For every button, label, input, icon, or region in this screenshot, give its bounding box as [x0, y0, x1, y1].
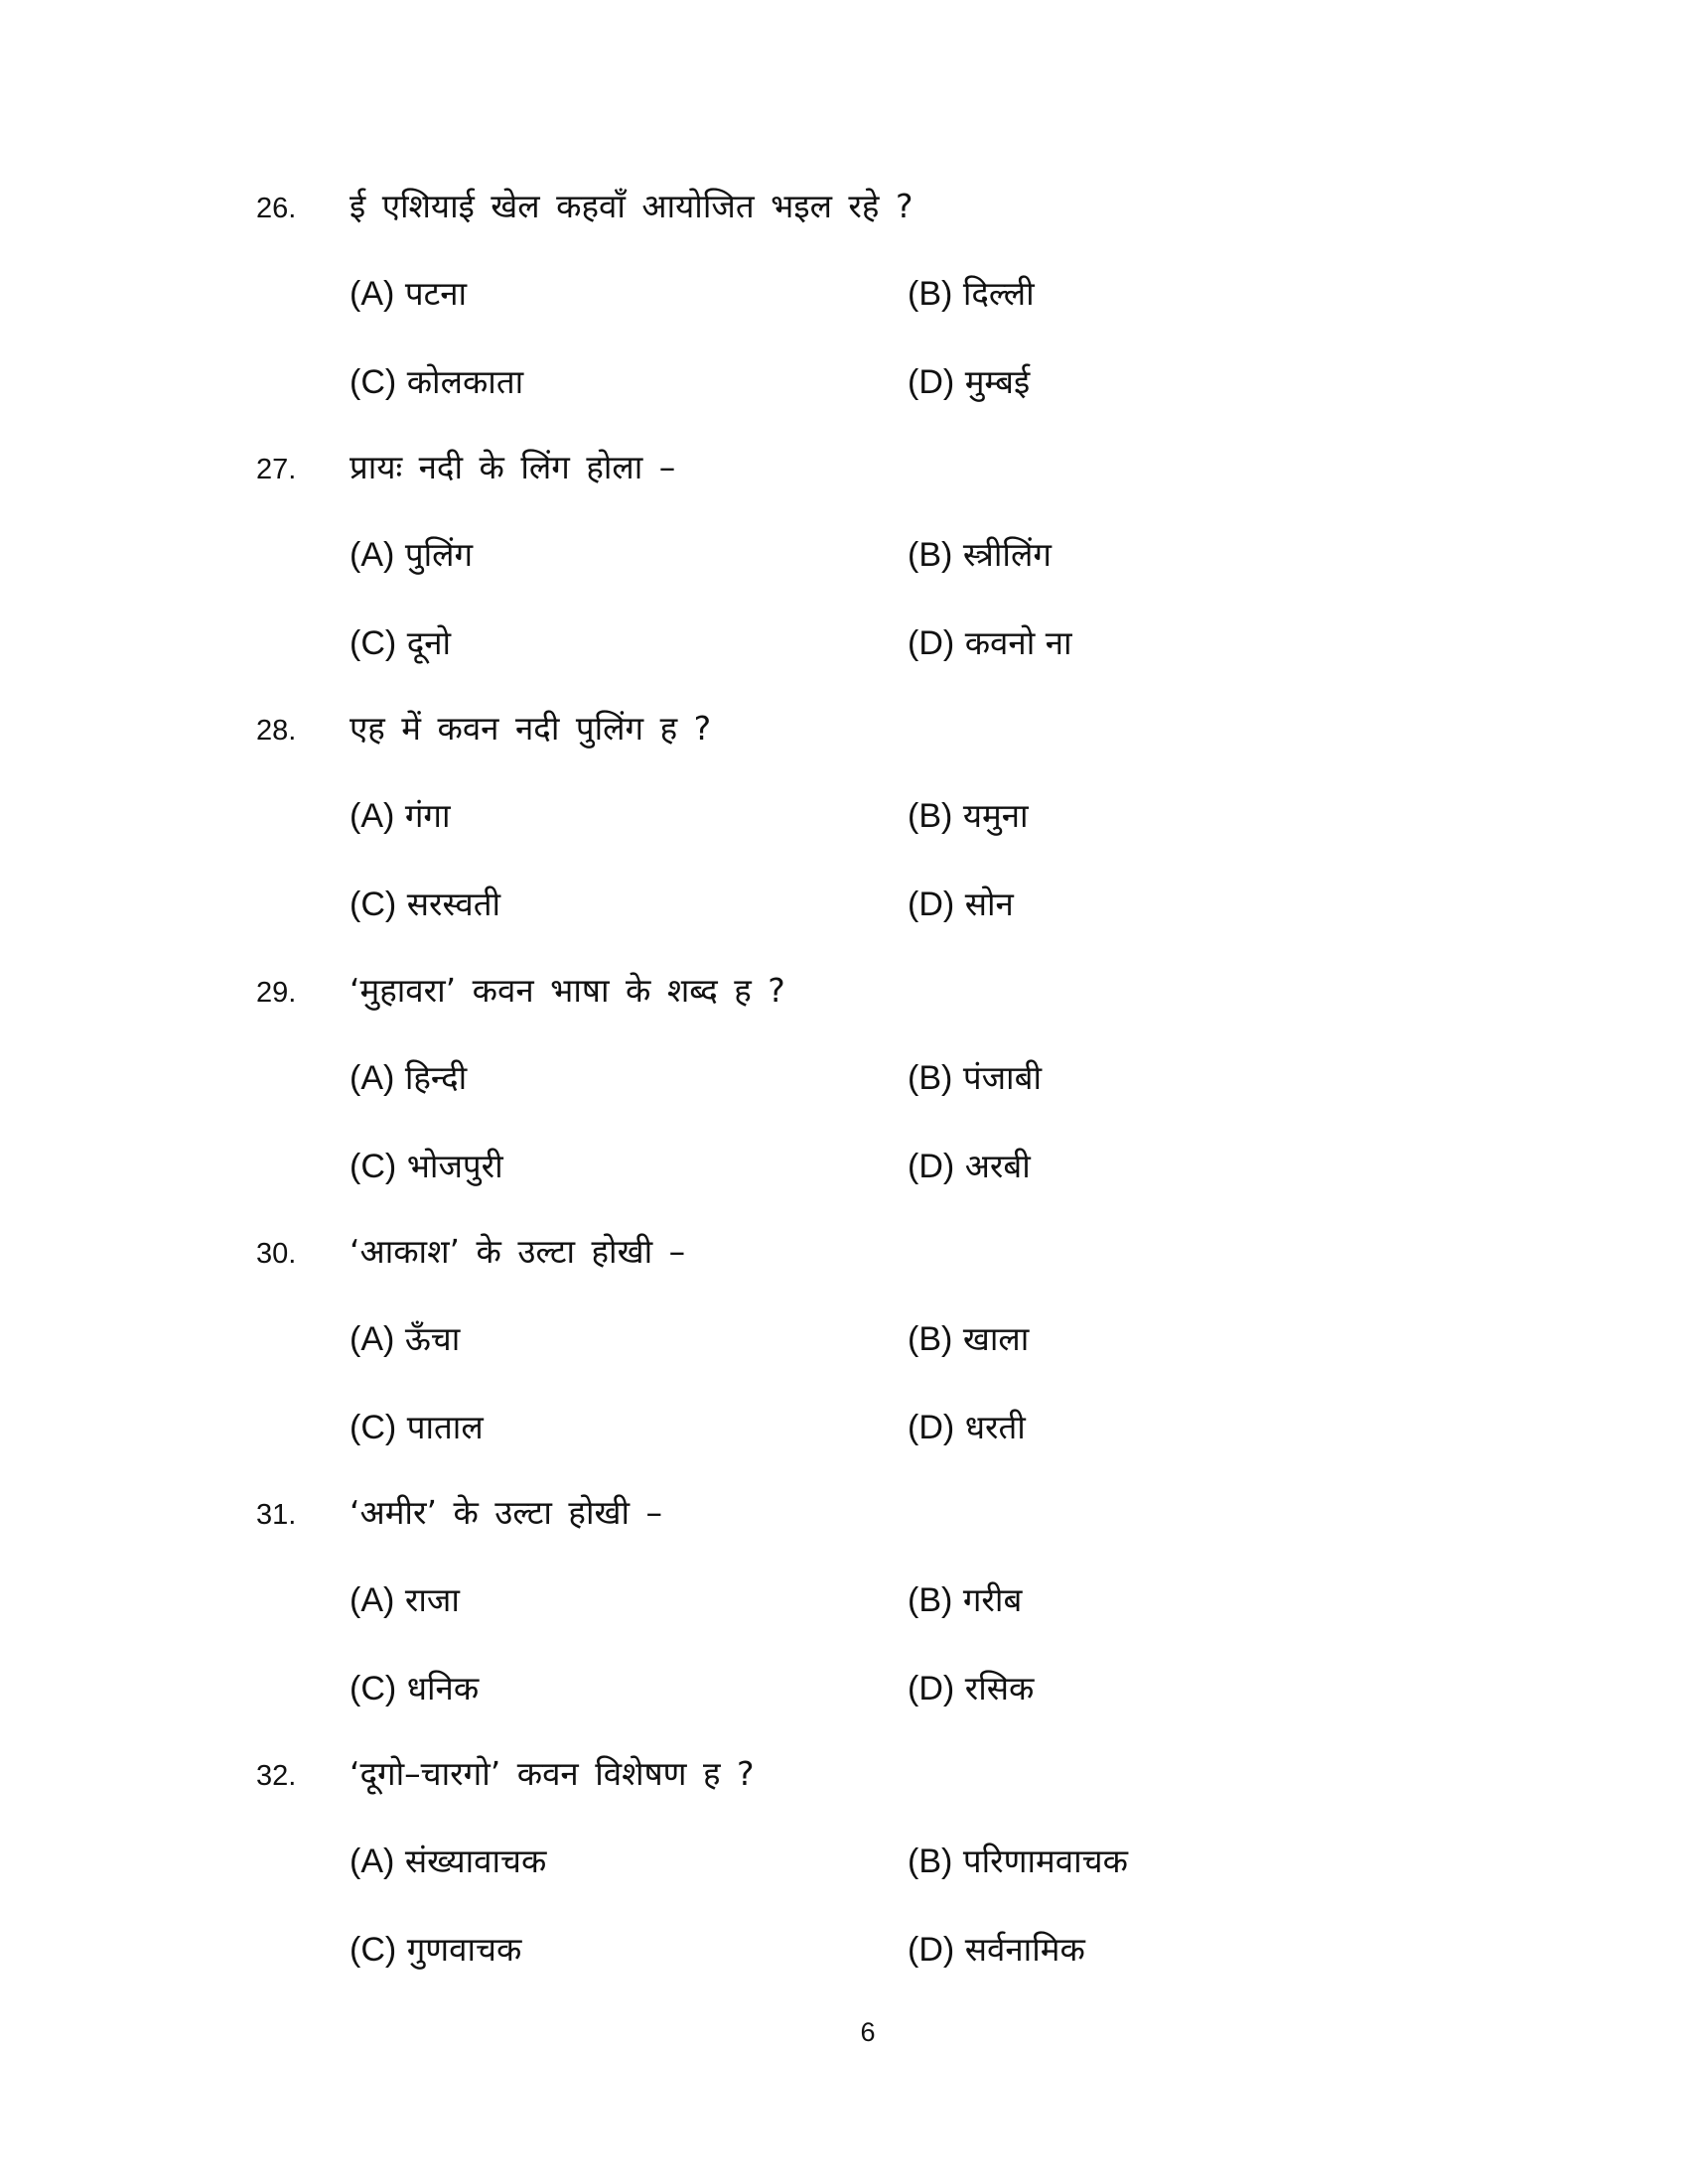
option-text: सोन: [964, 885, 1014, 923]
option-b: [908, 533, 1052, 577]
option-text: पुलिंग: [404, 535, 474, 574]
option-letter: (C): [350, 624, 397, 662]
option-letter: (B): [908, 1843, 953, 1880]
question-text: प्रायः नदी के लिंग होला –: [350, 448, 676, 486]
option-letter: (B): [908, 275, 953, 313]
option-b: [908, 1578, 1022, 1622]
option-letter: (B): [908, 797, 953, 835]
option-c: [350, 1145, 503, 1188]
option-b: [908, 1056, 1042, 1100]
option-b: [908, 794, 1029, 838]
option-text: दिल्ली: [962, 274, 1035, 313]
option-letter: (A): [350, 797, 395, 835]
option-c: [350, 621, 451, 665]
option-letter: (A): [350, 1059, 395, 1097]
option-letter: (D): [908, 1670, 955, 1707]
option-letter: (C): [350, 886, 397, 923]
option-a: [350, 1578, 460, 1622]
option-text: खाला: [962, 1319, 1030, 1358]
option-letter: (B): [908, 1320, 953, 1358]
option-text: दूनो: [406, 623, 452, 662]
option-text: ऊँचा: [404, 1319, 461, 1358]
option-d: [908, 621, 1072, 665]
option-c: [350, 360, 523, 404]
question-text: एह में कवन नदी पुलिंग ह ?: [350, 709, 712, 748]
option-text: पाताल: [406, 1408, 484, 1446]
option-b: [908, 1317, 1029, 1361]
option-text: भोजपुरी: [406, 1147, 503, 1185]
option-letter: (B): [908, 1581, 953, 1619]
question-text: ‘दूगो–चारगो’ कवन विशेषण ह ?: [350, 1754, 755, 1793]
option-text: धरती: [964, 1408, 1026, 1446]
question-text: ई एशियाई खेल कहवाँ आयोजित भइल रहे ?: [350, 187, 914, 225]
option-a: [350, 794, 451, 838]
option-a: [350, 1056, 467, 1100]
question-text: ‘मुहावरा’ कवन भाषा के शब्द ह ?: [350, 971, 785, 1010]
option-letter: (B): [908, 536, 953, 574]
option-letter: (C): [350, 1931, 397, 1969]
question-text: ‘अमीर’ के उल्टा होखी –: [350, 1493, 663, 1532]
option-a: [350, 1840, 546, 1883]
option-text: यमुना: [962, 796, 1029, 835]
option-letter: (C): [350, 1409, 397, 1446]
question-text: ‘आकाश’ के उल्टा होखी –: [350, 1232, 686, 1271]
option-b: [908, 272, 1035, 316]
option-letter: (D): [908, 1409, 955, 1446]
option-letter: (A): [350, 1320, 395, 1358]
option-letter: (A): [350, 536, 395, 574]
option-d: [908, 1406, 1026, 1449]
option-text: सरस्वती: [406, 885, 501, 923]
option-text: पंजाबी: [962, 1058, 1042, 1097]
option-text: परिणामवाचक: [962, 1842, 1128, 1880]
option-text: स्त्रीलिंग: [962, 535, 1052, 574]
option-letter: (C): [350, 1148, 397, 1185]
option-a: [350, 1317, 460, 1361]
question-number: 27.: [256, 454, 297, 485]
option-c: [350, 1667, 479, 1710]
option-a: [350, 533, 473, 577]
option-letter: (C): [350, 1670, 397, 1707]
option-c: [350, 883, 500, 926]
option-text: गुणवाचक: [406, 1930, 522, 1969]
option-text: हिन्दी: [404, 1058, 468, 1097]
option-text: अरबी: [964, 1147, 1031, 1185]
option-letter: (B): [908, 1059, 953, 1097]
option-text: कोलकाता: [406, 362, 524, 401]
option-text: राजा: [404, 1580, 460, 1619]
option-text: कवनो ना: [964, 623, 1072, 662]
option-letter: (C): [350, 363, 397, 401]
question-number: 30.: [256, 1238, 297, 1270]
option-b: [908, 1840, 1128, 1883]
option-d: [908, 1928, 1085, 1972]
option-letter: (D): [908, 624, 955, 662]
question-number: 26.: [256, 193, 297, 224]
option-d: [908, 1145, 1031, 1188]
option-letter: (A): [350, 275, 395, 313]
option-text: धनिक: [406, 1669, 480, 1707]
option-letter: (D): [908, 363, 955, 401]
option-text: गंगा: [404, 796, 451, 835]
question-number: 31.: [256, 1499, 297, 1531]
page-number: 6: [860, 2017, 876, 2047]
option-text: पटना: [404, 274, 468, 313]
option-d: [908, 883, 1014, 926]
option-text: रसिक: [964, 1669, 1035, 1707]
option-letter: (D): [908, 886, 955, 923]
option-text: संख्यावाचक: [404, 1842, 547, 1880]
option-c: [350, 1406, 484, 1449]
option-d: [908, 360, 1030, 404]
option-text: गरीब: [962, 1580, 1023, 1619]
question-number: 29.: [256, 977, 297, 1009]
question-number: 28.: [256, 715, 297, 747]
question-number: 32.: [256, 1760, 297, 1792]
option-letter: (A): [350, 1581, 395, 1619]
option-a: [350, 272, 467, 316]
option-letter: (A): [350, 1843, 395, 1880]
option-letter: (D): [908, 1931, 955, 1969]
option-d: [908, 1667, 1034, 1710]
option-c: [350, 1928, 521, 1972]
option-text: मुम्बई: [964, 362, 1031, 401]
option-text: सर्वनामिक: [964, 1930, 1085, 1969]
option-letter: (D): [908, 1148, 955, 1185]
